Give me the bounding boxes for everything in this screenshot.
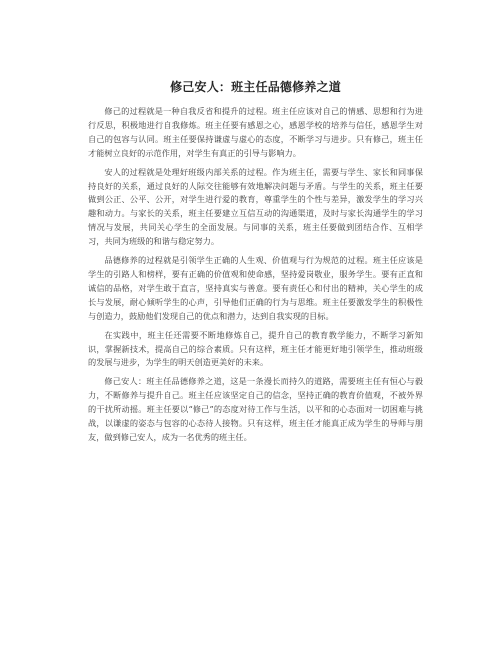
document-title: 修己安人：班主任品德修养之道 <box>170 80 341 94</box>
document-page <box>88 78 423 450</box>
paragraph-relationships: 安人的过程就是处理好班级内部关系的过程。作为班主任，需要与学生、家长和同事保持良好的关系，通过良好的人际交往能够有效地解决问题与矛盾。与学生的关系，班主任要做到公正、公平、公开，对学生进行爱的教育，尊重学生的个性与差异，激发学生的学习兴趣和动力。与家长的关系，班主任要建立互信互动的沟通渠道，及时与家长沟通学生的学习情况与发展，共同关心学生的全面发展。与同事的关系，班主任要做到团结合作、互相学习，共同为班级的和谐与稳定努力。 <box>88 166 423 247</box>
paragraph-self-cultivation: 修己的过程就是一种自我反省和提升的过程。班主任应该对自己的情感、思想和行为进行反思，积极地进行自我修炼。班主任要有感恩之心，感恩学校的培养与信任，感恩学生对自己的包容与认同。班主任要保持谦虚与虚心的态度，不断学习与进步。只有修己，班主任才能树立良好的示范作用，对学生有真正的引导与影响力。 <box>88 106 423 158</box>
paragraph-moral-cultivation: 品德修养的过程就是引领学生正确的人生观、价值观与行为规范的过程。班主任应该是学生的引路人和榜样，要有正确的价值观和使命感，坚持爱岗敬业，服务学生。要有正直和诚信的品格，对学生敢于直言，坚持真实与善意。要有责任心和付出的精神，关心学生的成长与发展，耐心倾听学生的心声，引导他们正确的行为与思维。班主任要激发学生的积极性与创造力，鼓励他们发现自己的优点和潜力，达到自我实现的目标。 <box>88 255 423 321</box>
paragraph-conclusion: 修己安人：班主任品德修养之道，这是一条漫长而持久的道路，需要班主任有恒心与毅力，不断修养与提升自己。班主任应该坚定自己的信念，坚持正确的教育价值观，不被外界的干扰所动摇。班主任要以“修己”的态度对待工作与生活，以平和的心态面对一切困难与挑战，以谦虚的姿态与包容的心态待人接物。只有这样，班主任才能真正成为学生的导师与朋友，做到修己安人，成为一名优秀的班主任。 <box>88 376 423 442</box>
paragraph-practice: 在实践中，班主任还需要不断地修炼自己，提升自己的教育教学能力，不断学习新知识，掌握新技术，提高自己的综合素质。只有这样，班主任才能更好地引领学生，推动班级的发展与进步，为学生的明天创造更美好的未来。 <box>88 329 423 368</box>
